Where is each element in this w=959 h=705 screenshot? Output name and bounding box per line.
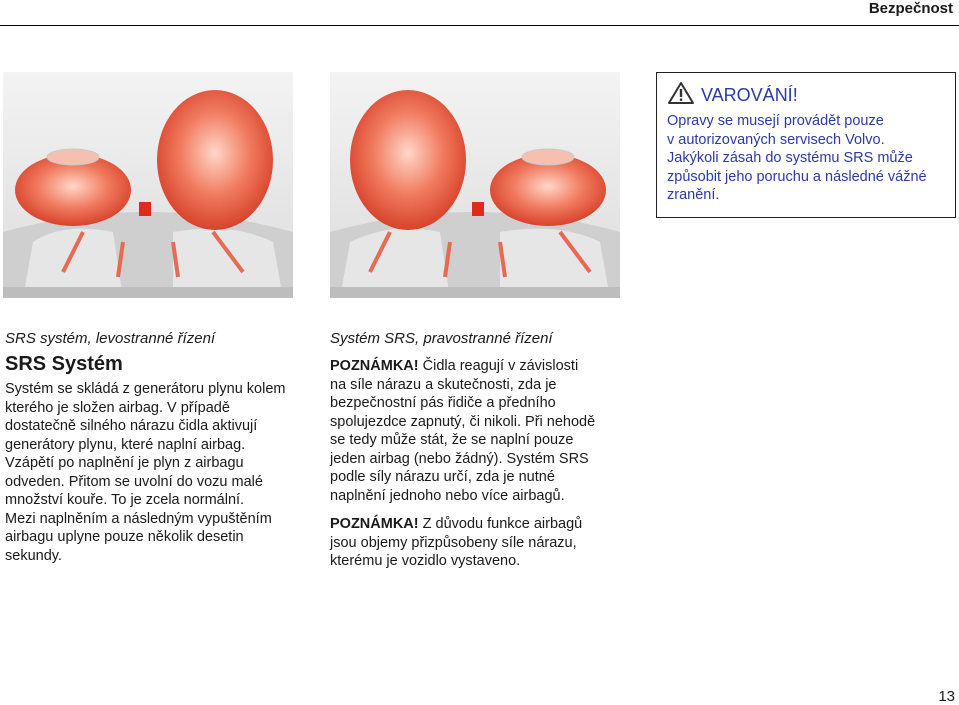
- airbag-illustration-left: [3, 72, 293, 298]
- section-title: Bezpečnost: [868, 0, 953, 17]
- srs-figure-right-hand-drive: [330, 72, 620, 298]
- warning-text: [667, 112, 945, 205]
- figure-caption-left: SRS systém, levostranné řízení: [5, 330, 216, 347]
- warning-line: zranění.: [667, 187, 720, 203]
- note-label: POZNÁMKA!: [330, 358, 419, 374]
- text-line: množství kouře. To je zcela normální.: [5, 492, 245, 508]
- warning-line: Opravy se musejí provádět pouze: [667, 113, 884, 129]
- text-line: podle síly nárazu určí, zda je nutné: [330, 469, 555, 485]
- page-number: 13: [938, 688, 955, 705]
- warning-box: [656, 72, 956, 218]
- text-line: odveden. Přitom se uvolní do vozu malé: [5, 473, 263, 490]
- srs-figure-left-hand-drive: [3, 72, 293, 298]
- figure-caption-right: Systém SRS, pravostranné řízení: [330, 330, 553, 347]
- warning-title: VAROVÁNÍ!: [701, 85, 798, 105]
- section-heading: SRS Systém: [5, 353, 123, 375]
- note-text: Čidla reagují v závislosti: [418, 358, 579, 374]
- text-line: airbagu uplyne pouze několik desetin: [5, 529, 244, 545]
- text-line: bezpečnostní pás řidiče a předního: [330, 395, 556, 411]
- text-line: jeden airbag (nebo žádný). Systém SRS: [330, 450, 589, 467]
- body-text-left: [5, 380, 320, 565]
- warning-line: v autorizovaných servisech Volvo.: [667, 131, 885, 148]
- note-text: Z důvodu funkce airbagů: [418, 516, 583, 532]
- header-divider: [0, 25, 959, 26]
- note-first-line: [330, 515, 640, 534]
- text-line: kterému je vozidlo vystaveno.: [330, 553, 521, 569]
- warning-triangle-icon: [667, 81, 695, 110]
- text-line: kterého je složen airbag. V případě: [5, 399, 230, 416]
- airbag-illustration-right: [330, 72, 620, 298]
- text-line: na síle nárazu a skutečnosti, zda je: [330, 376, 557, 393]
- text-line: jsou objemy přizpůsobeny síle nárazu,: [330, 534, 577, 551]
- body-text-right: [330, 357, 640, 571]
- warning-line: způsobit jeho poruchu a následné vážné: [667, 168, 927, 185]
- text-line: sekundy.: [5, 547, 62, 564]
- text-line: Mezi naplněním a následným vypuštěním: [5, 510, 272, 527]
- text-line: naplnění jednoho nebo více airbagů.: [330, 487, 565, 504]
- note-first-line: [330, 357, 640, 376]
- text-line: spolujezdce zapnutý, či nikoli. Při nehodě: [330, 413, 596, 430]
- note-label: POZNÁMKA!: [330, 516, 419, 532]
- text-line: se tedy může stát, že se naplní pouze: [330, 432, 574, 448]
- text-line: generátory plynu, které naplní airbag.: [5, 436, 246, 453]
- warning-line: Jakýkoli zásah do systému SRS může: [667, 150, 913, 166]
- text-line: dostatečně silného nárazu čidla aktivují: [5, 418, 258, 434]
- text-line: Systém se skládá z generátoru plynu kolem: [5, 381, 286, 397]
- text-line: Vzápětí po naplnění je plyn z airbagu: [5, 455, 244, 471]
